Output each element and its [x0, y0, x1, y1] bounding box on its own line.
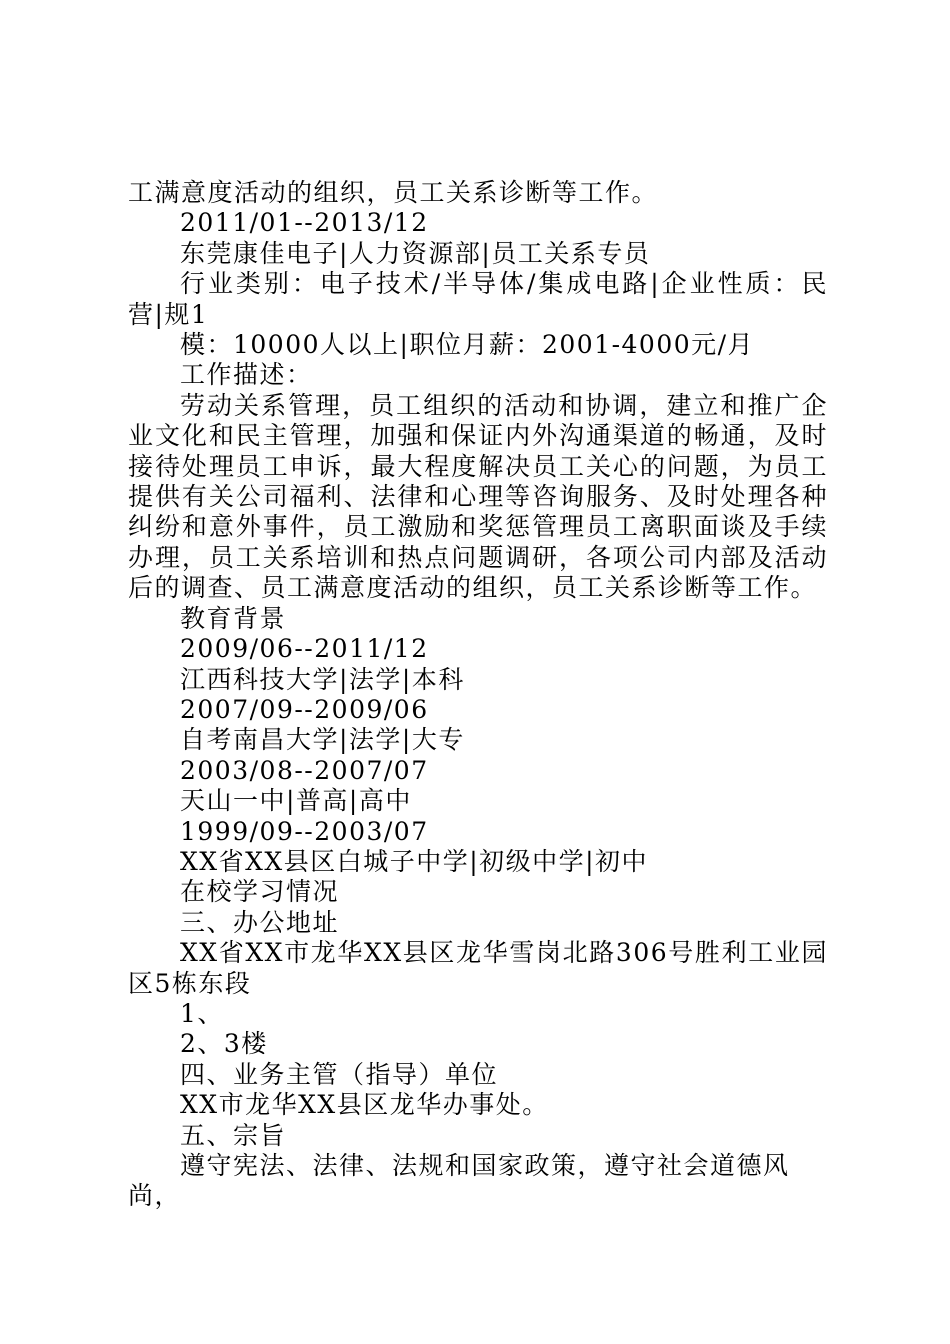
- paragraph-6: 工作描述：: [180, 360, 313, 390]
- paragraph-13: 2003/08--2007/07: [180, 755, 429, 785]
- paragraph-18: 三、办公地址: [180, 907, 340, 937]
- paragraph-23: XX市龙华XX县区龙华办事处。: [180, 1090, 549, 1120]
- paragraph-11: 2007/09--2009/06: [180, 694, 429, 724]
- paragraph-1: 工满意度活动的组织，员工关系诊断等工作。: [128, 178, 659, 207]
- paragraph-4: 行业类别：电子技术/半导体/集成电路|企业性质：民营|规1: [128, 269, 828, 329]
- paragraph-22: 四、业务主管（指导）单位: [180, 1059, 499, 1089]
- paragraph-24: 五、宗旨: [180, 1120, 287, 1150]
- paragraph-8: 教育背景: [180, 603, 287, 633]
- paragraph-16: XX省XX县区白城子中学|初级中学|初中: [180, 846, 649, 876]
- paragraph-2: 2011/01--2013/12: [180, 208, 429, 238]
- document-body: [128, 178, 828, 1212]
- paragraph-5: 模：10000人以上|职位月薪：2001-4000元/月: [180, 330, 755, 360]
- paragraph-9: 2009/06--2011/12: [180, 634, 429, 664]
- paragraph-7: 劳动关系管理，员工组织的活动和协调，建立和推广企业文化和民主管理，加强和保证内外沟通渠道的畅通，及时接待处理员工申诉，最大程度解决员工关心的问题，为员工提供有关公司福利、法律和心理等咨询服务、及时处理各种纠纷和意外事件，员工激励和奖惩管理员工离职面谈及手续办理，员工关系培训和热点问题调研，各项公司内部及活动后的调查、员工满意度活动的组织，员工关系诊断等工作。: [128, 390, 828, 603]
- paragraph-19: XX省XX市龙华XX县区龙华雪岗北路306号胜利工业园区5栋东段: [128, 938, 828, 998]
- paragraph-17: 在校学习情况: [180, 877, 340, 907]
- paragraph-14: 天山一中|普高|高中: [180, 786, 412, 816]
- paragraph-3: 东莞康佳电子|人力资源部|员工关系专员: [180, 238, 651, 268]
- paragraph-12: 自考南昌大学|法学|大专: [180, 725, 465, 755]
- paragraph-21: 2、3楼: [180, 1029, 268, 1059]
- paragraph-25: 遵守宪法、法律、法规和国家政策，遵守社会道德风尚，: [128, 1151, 790, 1211]
- paragraph-15: 1999/09--2003/07: [180, 816, 429, 846]
- paragraph-10: 江西科技大学|法学|本科: [180, 664, 465, 694]
- paragraph-20: 1、: [180, 998, 224, 1028]
